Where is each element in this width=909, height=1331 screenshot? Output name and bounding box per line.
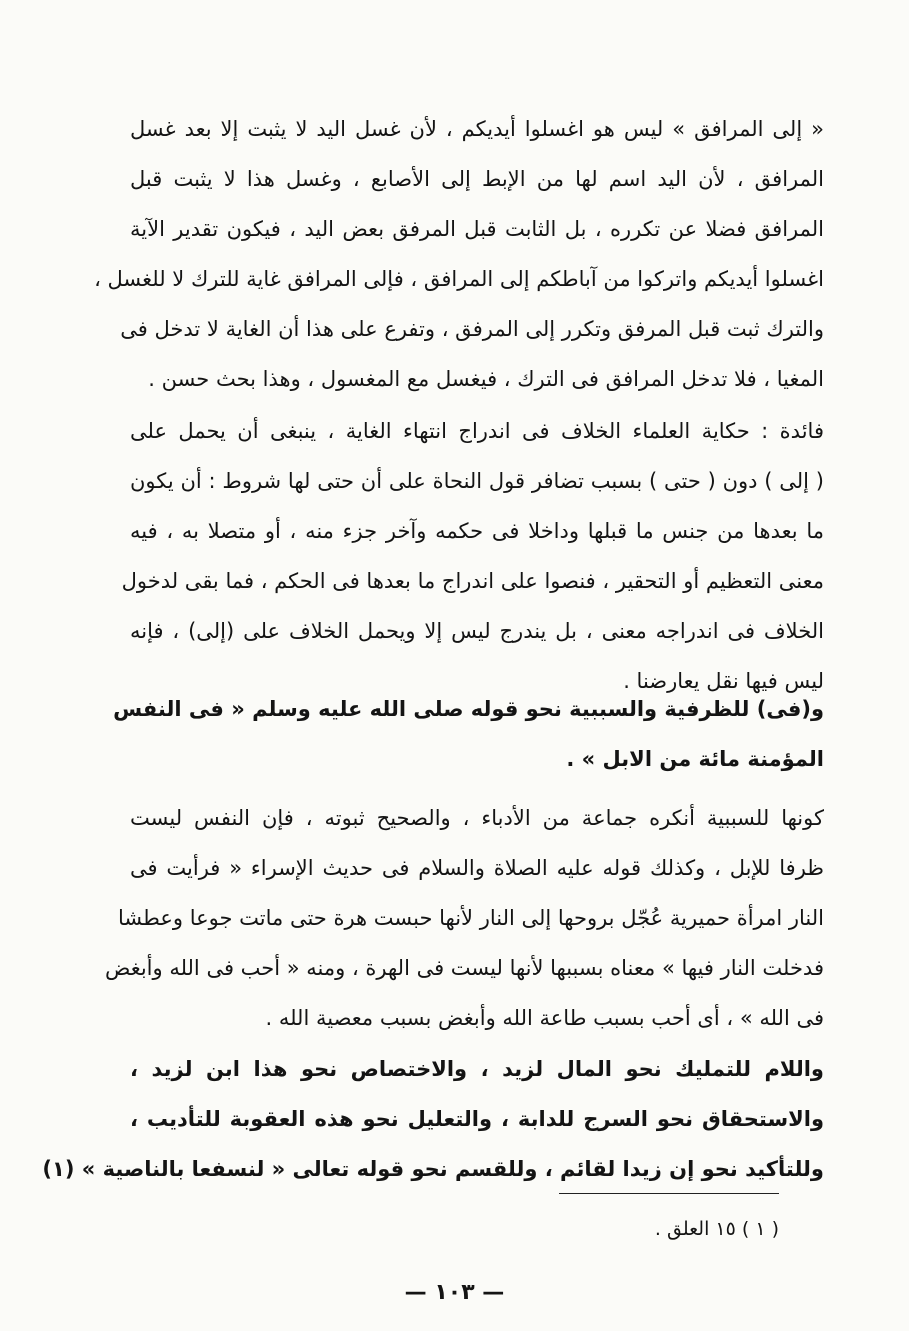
text-line: الخلاف فى اندراجه معنى ، بل يندرج ليس إلا ويحمل الخلاف على (إلى) ، فإنه — [130, 619, 824, 643]
text-line: ( إلى ) دون ( حتى ) بسبب تضافر قول النحاة على أن حتى لها شروط : أن يكون — [130, 469, 824, 493]
text-line: اغسلوا أيديكم واتركوا من آباطكم إلى المرافق ، فإلى المرافق غاية للترك لا للغسل ، — [94, 267, 824, 291]
text-line: « إلى المرافق » ليس هو اغسلوا أيديكم ، لأن غسل اليد لا يثبت إلا بعد غسل — [130, 117, 824, 141]
paragraph-sababiyya — [104, 793, 824, 1043]
text-line: النار امرأة حميرية عُجّل بروحها إلى النار لأنها حبست هرة حتى ماتت جوعا وعطشا — [118, 906, 824, 930]
footnote: ( ١ ) ١٥ العلق . — [654, 1218, 779, 1240]
text-line: المرافق فضلا عن تكرره ، بل الثابت قبل المرفق بعض اليد ، فيكون تقدير الآية — [130, 217, 824, 241]
paragraph-fi-heading — [113, 684, 824, 784]
text-line: المغيا ، فلا تدخل المرافق فى الترك ، فيغسل مع المغسول ، وهذا بحث حسن . — [148, 367, 824, 391]
text-line: ظرفا للإبل ، وكذلك قوله عليه الصلاة والسلام فى حديث الإسراء « فرأيت فى — [130, 856, 824, 880]
text-line: فائدة : حكاية العلماء الخلاف فى اندراج انتهاء الغاية ، ينبغى أن يحمل على — [130, 419, 824, 443]
text-line: المؤمنة مائة من الابل » . — [566, 747, 824, 771]
text-line: فدخلت النار فيها » معناه بسببها لأنها ليست فى الهرة ، ومنه « أحب فى الله وأبغض — [104, 956, 824, 980]
paragraph-marafiq — [94, 104, 824, 404]
text-line: واللام للتمليك نحو المال لزيد ، والاختصاص نحو هذا ابن لزيد ، — [130, 1057, 824, 1081]
page-number: — ١٠٣ — — [404, 1280, 505, 1305]
text-line: و(فى) للظرفية والسببية نحو قوله صلى الله عليه وسلم « فى النفس — [113, 697, 824, 721]
text-line: فى الله » ، أى أحب بسبب طاعة الله وأبغض بسبب معصية الله . — [265, 1006, 824, 1030]
text-line: كونها للسببية أنكره جماعة من الأدباء ، والصحيح ثبوته ، فإن النفس ليست — [130, 806, 824, 830]
footnote-divider — [559, 1193, 779, 1194]
text-line: وللتأكيد نحو إن زيدا لقائم ، وللقسم نحو قوله تعالى « لنسفعا بالناصية » (١) — [42, 1157, 824, 1181]
text-line: معنى التعظيم أو التحقير ، فنصوا على اندراج ما بعدها فى الحكم ، فما بقى لدخول — [121, 569, 824, 593]
text-line: المرافق ، لأن اليد اسم لها من الإبط إلى الأصابع ، وغسل هذا لا يثبت قبل — [130, 167, 824, 191]
paragraph-lam-heading — [42, 1044, 824, 1194]
text-line: ليس فيها نقل يعارضنا . — [623, 669, 824, 693]
text-line: والاستحقاق نحو السرج للدابة ، والتعليل نحو هذه العقوبة للتأديب ، — [130, 1107, 824, 1131]
paragraph-faida — [121, 406, 824, 706]
text-line: ما بعدها من جنس ما قبلها وداخلا فى حكمه وآخر جزء منه ، أو متصلا به ، فيه — [130, 519, 824, 543]
text-line: والترك ثبت قبل المرفق وتكرر إلى المرفق ، وتفرع على هذا أن الغاية لا تدخل فى — [120, 317, 824, 341]
